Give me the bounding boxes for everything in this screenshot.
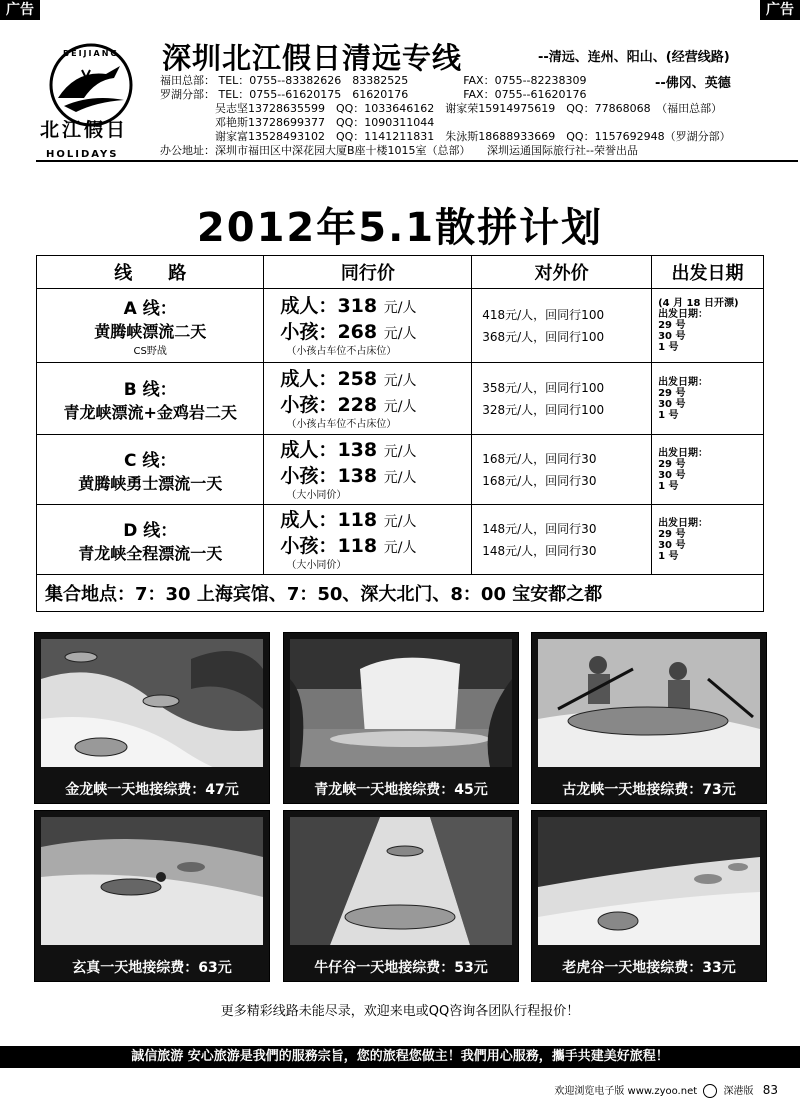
ad-tag-right: 广告 xyxy=(760,0,800,20)
contact-line: 吴志坚13728635599 QQ：1033646162 谢家荣15914975619 QQ：77868068 （福田总部） xyxy=(160,102,723,115)
edition-icon xyxy=(703,1084,717,1098)
office-address: 办公地址：深圳市福田区中深花园大厦B座十楼1015室（总部） 深圳运通国际旅行社--荣誉出品 xyxy=(160,144,638,157)
adult-price: 318 xyxy=(337,294,378,317)
departure-label: 出发日期： xyxy=(658,309,709,320)
rafting-photo xyxy=(41,639,263,767)
departure-date: 1 号 xyxy=(658,409,679,421)
photo-caption: 金龙峡一天地接综费：47元 xyxy=(65,782,239,798)
photo-card xyxy=(531,810,767,982)
route-line: D 线： xyxy=(123,520,178,541)
company-title: 深圳北江假日清远专线 xyxy=(162,41,463,75)
departure-date: 29 号 xyxy=(658,528,686,540)
route-line: A 线： xyxy=(123,299,177,319)
retail-child: 368元/人，回同行100 xyxy=(482,329,605,344)
company-logo xyxy=(36,40,146,160)
retail-adult: 148元/人，回同行30 xyxy=(482,521,597,536)
contact-line: 谢家富13528493102 QQ：1141211831 朱泳斯18688933669 QQ：1157692948（罗湖分部） xyxy=(160,130,731,143)
contact-line: 邓艳斯13728699377 QQ：1090311044 xyxy=(160,116,435,129)
retail-child: 148元/人，回同行30 xyxy=(482,543,597,558)
slide-photo xyxy=(290,817,512,945)
price-unit: 元/人 xyxy=(383,469,417,486)
departure-date: 29 号 xyxy=(658,387,686,399)
route-note: CS野战 xyxy=(133,346,167,357)
page-footer xyxy=(554,1082,778,1098)
page-title: 2012年5.1散拼计划 xyxy=(196,205,604,251)
header-route: 线 路 xyxy=(37,256,264,289)
departure-label: 出发日期： xyxy=(658,447,709,459)
retail-adult: 168元/人，回同行30 xyxy=(482,451,597,466)
slogan-bar: 誠信旅游 安心旅游是我們的服務宗旨，您的旅程您做主！我們用心服務，攜手共建美好旅程！ xyxy=(0,1046,800,1068)
child-label: 小孩： xyxy=(280,534,338,557)
header-retail-price: 对外价 xyxy=(472,256,652,289)
table-header xyxy=(37,256,764,289)
company-subtitle-1: --清远、连州、阳山、(经营线路) xyxy=(538,50,730,65)
header-departure: 出发日期 xyxy=(652,256,764,289)
child-label: 小孩： xyxy=(280,393,338,416)
price-unit: 元/人 xyxy=(383,539,417,556)
price-note: （小孩占车位不占床位） xyxy=(286,418,397,430)
retail-child: 168元/人，回同行30 xyxy=(482,473,597,488)
header-trade-price: 同行价 xyxy=(264,256,472,289)
departure-label: 出发日期： xyxy=(658,517,709,529)
retail-adult: 358元/人，回同行100 xyxy=(482,380,605,395)
table-row xyxy=(37,289,764,363)
price-table xyxy=(36,255,764,612)
photo-card xyxy=(283,632,519,804)
departure-date: 1 号 xyxy=(658,550,679,562)
page-number: 83 xyxy=(762,1083,778,1097)
contact-line: 罗湖分部： TEL：0755--61620175 61620176 FAX：0755--61620176 xyxy=(160,88,587,101)
rafting-photo xyxy=(41,817,263,945)
retail-adult: 418元/人，回同行100 xyxy=(482,307,605,322)
photo-caption: 牛仔谷一天地接综费：53元 xyxy=(314,960,488,976)
departure-date: 30 号 xyxy=(658,539,686,551)
paddlers-photo xyxy=(538,639,760,767)
adult-price: 118 xyxy=(337,508,378,531)
retail-child: 328元/人，回同行100 xyxy=(482,402,605,417)
adult-label: 成人： xyxy=(280,438,338,461)
more-routes-note: 更多精彩线路未能尽录，欢迎来电或QQ咨询各团队行程报价！ xyxy=(220,1004,580,1019)
logo-name: 北江假日 xyxy=(40,119,129,141)
child-price: 138 xyxy=(337,464,378,487)
photo-card xyxy=(531,632,767,804)
table-row xyxy=(37,363,764,435)
meeting-point: 集合地点：7：30 上海宾馆、7：50、深大北门、8：00 宝安都之都 xyxy=(37,575,764,612)
photo-caption: 玄真一天地接综费：63元 xyxy=(72,960,232,976)
price-unit: 元/人 xyxy=(383,513,417,530)
photo-card xyxy=(283,810,519,982)
adult-price: 138 xyxy=(337,438,378,461)
child-label: 小孩： xyxy=(280,464,338,487)
photo-caption: 青龙峡一天地接综费：45元 xyxy=(314,782,488,798)
child-label: 小孩： xyxy=(280,320,338,343)
footer-website: 欢迎浏览电子版 www.zyoo.net xyxy=(554,1086,698,1097)
footer-edition: 深港版 xyxy=(723,1086,754,1097)
photo-caption: 老虎谷一天地接综费：33元 xyxy=(562,960,736,976)
child-price: 228 xyxy=(337,393,378,416)
departure-note: (4 月 18 日开漂) xyxy=(658,298,739,309)
price-note: （小孩占车位不占床位） xyxy=(286,345,397,357)
price-note: （大小同价） xyxy=(286,559,347,571)
waterfall-photo xyxy=(290,639,512,767)
route-line: C 线： xyxy=(124,450,177,471)
price-note: （大小同价） xyxy=(286,489,347,501)
departure-date: 29 号 xyxy=(658,458,686,470)
price-unit: 元/人 xyxy=(383,398,417,415)
route-line: B 线： xyxy=(123,379,177,400)
departure-date: 30 号 xyxy=(658,469,686,481)
meeting-row xyxy=(37,575,764,612)
ad-tag-left: 广告 xyxy=(0,0,40,20)
departure-date: 29 号 xyxy=(658,320,686,331)
route-name: 青龙峡全程漂流一天 xyxy=(78,543,223,563)
departure-date: 30 号 xyxy=(658,398,686,410)
adult-label: 成人： xyxy=(280,367,338,390)
adult-label: 成人： xyxy=(280,508,338,531)
table-row xyxy=(37,435,764,505)
logo-english: HOLIDAYS xyxy=(46,149,119,160)
photo-card xyxy=(34,810,270,982)
table-row xyxy=(37,505,764,575)
company-subtitle-2: --佛冈、英德 xyxy=(655,76,731,91)
price-unit: 元/人 xyxy=(383,372,417,389)
photo-card xyxy=(34,632,270,804)
price-unit: 元/人 xyxy=(383,443,417,460)
child-price: 118 xyxy=(337,534,378,557)
river-photo xyxy=(538,817,760,945)
child-price: 268 xyxy=(337,320,378,343)
adult-price: 258 xyxy=(337,367,378,390)
price-unit: 元/人 xyxy=(383,325,417,342)
svg-text:BEIJIANG: BEIJIANG xyxy=(63,49,119,58)
photo-caption: 古龙峡一天地接综费：73元 xyxy=(562,782,736,798)
price-unit: 元/人 xyxy=(383,299,417,316)
departure-date: 30 号 xyxy=(658,331,686,342)
route-name: 黄腾峡勇士漂流一天 xyxy=(78,473,223,493)
departure-date: 1 号 xyxy=(658,342,679,353)
departure-label: 出发日期： xyxy=(658,376,709,388)
header-divider xyxy=(36,160,798,162)
adult-label: 成人： xyxy=(280,294,338,317)
contact-line: 福田总部： TEL：0755--83382626 83382525 FAX：0755--82238309 xyxy=(160,74,587,87)
route-name: 青龙峡漂流+金鸡岩二天 xyxy=(63,402,237,422)
departure-date: 1 号 xyxy=(658,480,679,492)
route-name: 黄腾峡漂流二天 xyxy=(94,322,207,341)
